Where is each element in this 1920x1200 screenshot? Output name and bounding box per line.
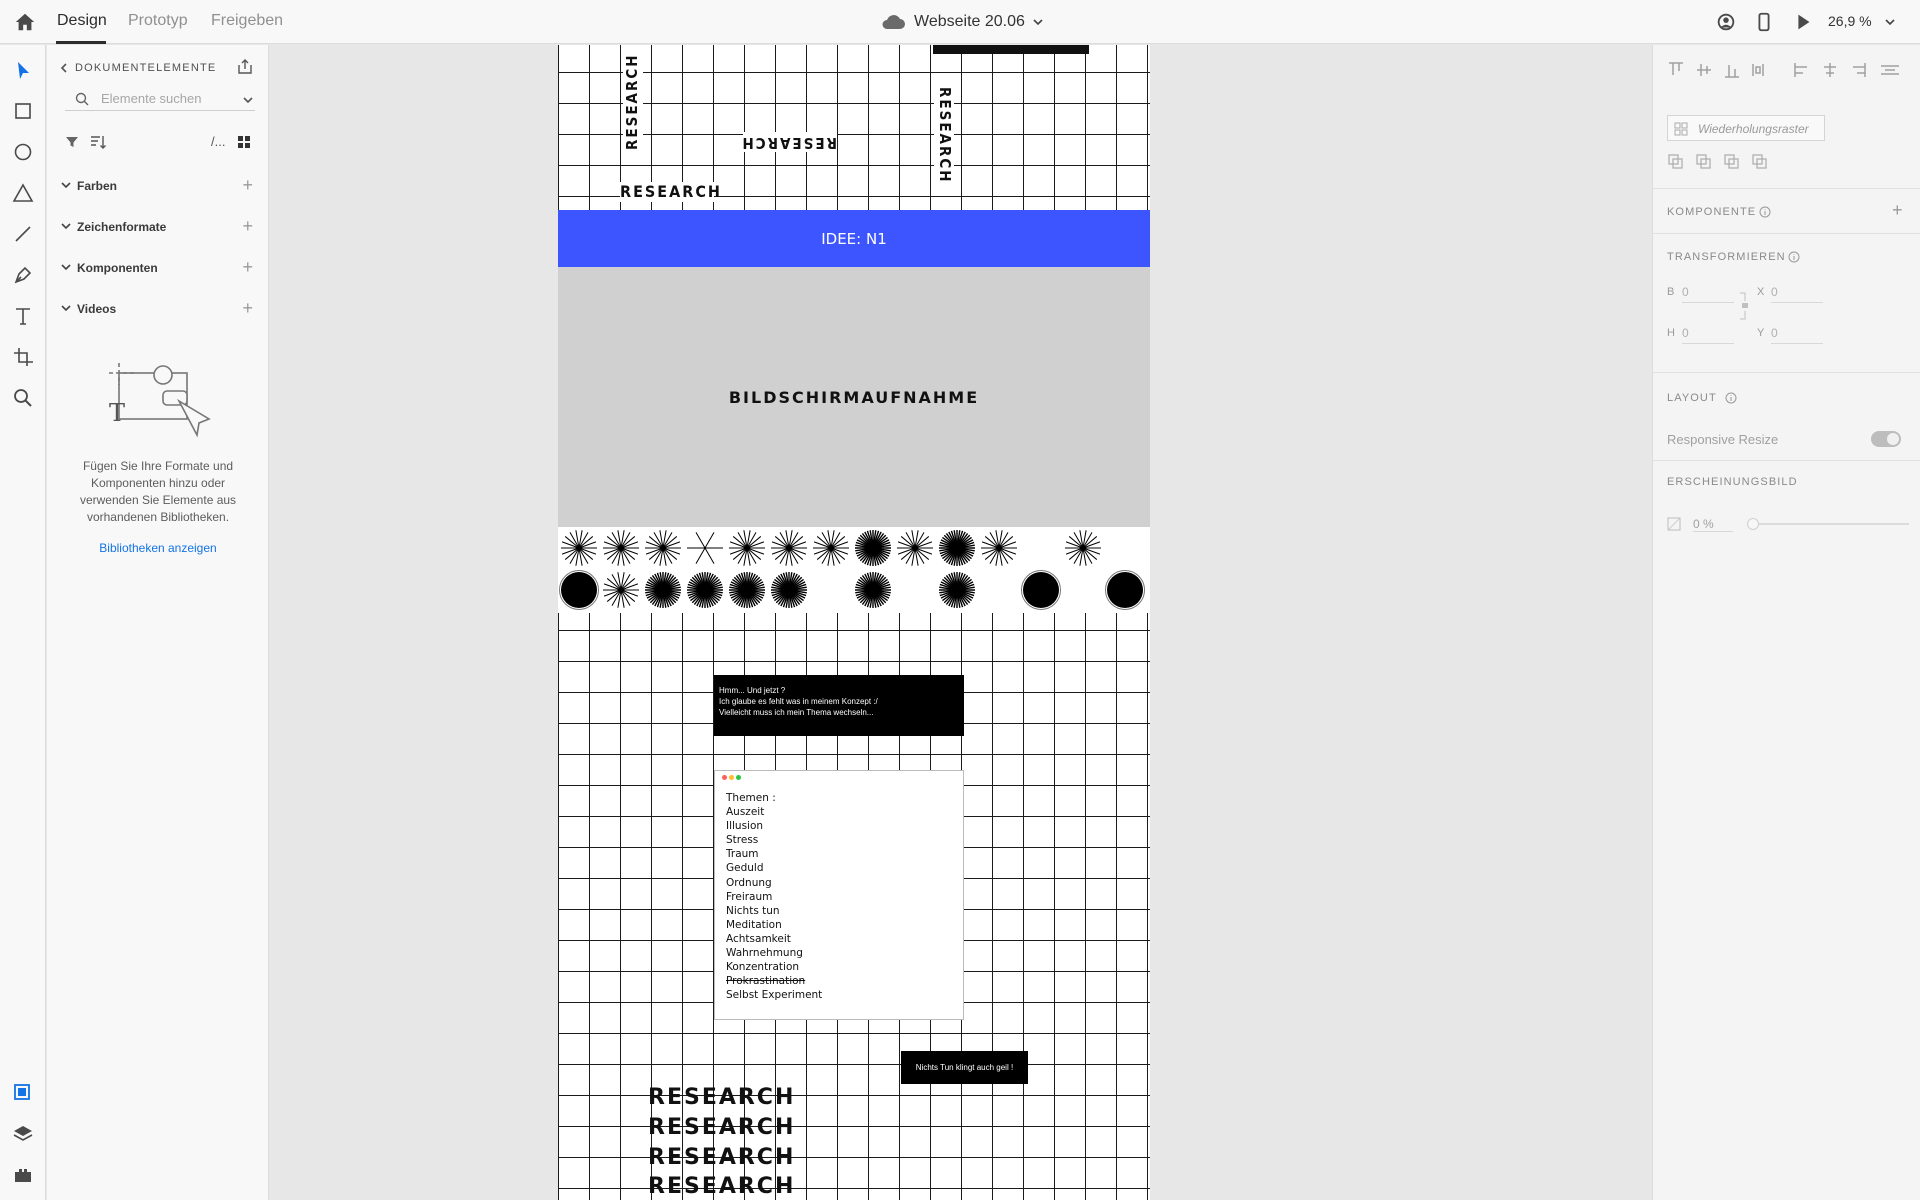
component-label: KOMPONENTE (1667, 206, 1757, 218)
empty-state-text: Fügen Sie Ihre Formate und Komponenten hinzu oder verwenden Sie Elemente aus vorhandenen Bibliotheken. (79, 459, 237, 524)
chevron-down-icon (61, 221, 71, 231)
document-title: Webseite 20.06 (914, 13, 1025, 30)
burst-mark (687, 532, 723, 563)
add-icon[interactable]: + (242, 216, 253, 236)
section-label: Komponenten (77, 261, 158, 275)
burst-mark (1065, 530, 1101, 565)
user-icon[interactable] (1715, 11, 1737, 33)
theme-item: Ordnung (726, 876, 772, 889)
window-controls (722, 775, 741, 780)
search-icon (75, 92, 89, 106)
tab-design[interactable]: Design (57, 12, 107, 29)
note-black-small (901, 1051, 1028, 1084)
theme-item: Illusion (726, 820, 764, 833)
layers-icon[interactable] (11, 1122, 35, 1146)
add-component-icon[interactable]: + (1892, 200, 1903, 220)
search-dropdown-icon[interactable] (243, 95, 253, 105)
section-videos[interactable] (61, 298, 261, 322)
research-label: RESEARCH (620, 182, 722, 201)
burst-mark (939, 530, 975, 566)
mobile-preview-icon[interactable] (1753, 11, 1775, 33)
burst-mark (1106, 571, 1145, 610)
appearance-label: ERSCHEINUNGSBILD (1667, 476, 1798, 488)
note-line: Hmm... Und jetzt ? (719, 686, 786, 695)
burst-mark (603, 530, 639, 565)
chevron-down-icon (61, 303, 71, 313)
burst-pattern-strip (558, 527, 1150, 613)
theme-item: Konzentration (726, 961, 800, 974)
burst-mark (855, 530, 891, 566)
top-bar (0, 0, 1920, 44)
height-label: H (1667, 327, 1675, 339)
responsive-resize-toggle[interactable] (1871, 431, 1901, 447)
burst-pattern (558, 527, 1150, 613)
assets-panel (47, 45, 269, 1200)
assets-illustration-icon (107, 361, 213, 441)
section-label: Videos (77, 302, 117, 316)
repeat-grid-button[interactable] (1667, 115, 1825, 141)
repeat-grid-label: Wiederholungsraster (1698, 122, 1809, 136)
transform-label: TRANSFORMIEREN (1667, 251, 1786, 263)
theme-item: Nichts tun (726, 904, 780, 917)
research-label-flipped: RESEARCH (740, 134, 837, 152)
assets-panel-icon[interactable] (11, 1081, 35, 1105)
info-icon[interactable] (1759, 206, 1771, 218)
burst-mark (645, 530, 681, 565)
home-icon[interactable] (14, 11, 36, 33)
burst-mark (771, 572, 807, 608)
theme-item: Stress (726, 834, 759, 847)
tab-prototyp[interactable]: Prototyp (128, 12, 188, 29)
divider (1653, 233, 1920, 234)
minimize-dot-icon (729, 775, 734, 780)
back-chevron-icon[interactable] (59, 63, 69, 73)
section-farben[interactable] (61, 175, 261, 199)
theme-item: Geduld (726, 862, 764, 875)
chevron-down-icon (61, 180, 71, 190)
burst-mark (560, 571, 599, 610)
filter-icon[interactable] (64, 134, 80, 150)
pen-tool-icon[interactable] (11, 263, 35, 287)
view-libraries-link[interactable]: Bibliotheken anzeigen (99, 541, 217, 555)
section-komponenten[interactable] (61, 257, 261, 281)
research-heading: RESEARCH (648, 1145, 796, 1170)
tab-freigeben[interactable]: Freigeben (211, 12, 284, 29)
tool-strip (0, 45, 46, 1200)
active-tab-indicator (56, 41, 106, 44)
note2-text: Nichts Tun klingt auch geil ! (915, 1063, 1014, 1072)
plugins-icon[interactable] (11, 1163, 35, 1187)
burst-mark (561, 530, 597, 565)
info-icon[interactable] (1788, 251, 1800, 263)
artboard-tool-icon[interactable] (11, 345, 35, 369)
y-field[interactable]: 0 (1771, 326, 1823, 344)
zoom-level[interactable]: 26,9 % (1828, 13, 1872, 29)
note-line: Ich glaube es fehlt was in meinem Konzept :/ (719, 697, 878, 706)
burst-mark (729, 530, 765, 565)
burst-mark (729, 572, 765, 608)
burst-mark (771, 530, 807, 565)
height-field[interactable]: 0 (1682, 326, 1734, 344)
document-title-menu[interactable] (880, 10, 1043, 34)
section-zeichenformate[interactable] (61, 216, 261, 240)
burst-mark (687, 572, 723, 608)
slider-handle[interactable] (1747, 518, 1759, 530)
theme-item: Traum (726, 848, 759, 861)
select-tool-icon[interactable] (11, 59, 35, 83)
layout-label: LAYOUT (1667, 392, 1717, 404)
divider (1653, 188, 1920, 189)
artboard[interactable] (558, 45, 1150, 1200)
search-placeholder: Elemente suchen (101, 91, 202, 106)
play-icon[interactable] (1792, 11, 1814, 33)
opacity-slider[interactable] (1749, 523, 1909, 525)
theme-item: Wahrnehmung (726, 947, 803, 960)
research-heading: RESEARCH (648, 1085, 796, 1110)
rectangle-tool-icon[interactable] (11, 99, 35, 123)
info-icon[interactable] (1725, 392, 1737, 404)
theme-item: Freiraum (726, 890, 773, 903)
divider (1653, 460, 1920, 461)
x-field[interactable]: 0 (1771, 285, 1823, 303)
close-dot-icon (722, 775, 727, 780)
black-bar (933, 45, 1089, 54)
share-icon[interactable] (236, 58, 254, 76)
theme-item: Selbst Experiment (726, 989, 823, 1002)
chevron-down-icon (1033, 17, 1043, 27)
svg-text:T: T (109, 399, 126, 427)
text-tool-icon[interactable] (11, 304, 35, 328)
note-line: Vielleicht muss ich mein Thema wechseln... (719, 708, 874, 717)
responsive-resize-label: Responsive Resize (1667, 432, 1779, 447)
y-label: Y (1757, 327, 1765, 339)
maximize-dot-icon (736, 775, 741, 780)
divider (1653, 372, 1920, 373)
panel-title: DOKUMENTELEMENTE (75, 62, 217, 74)
burst-mark (939, 572, 975, 608)
idea-banner-label: IDEE: N1 (821, 229, 887, 248)
burst-mark (603, 572, 639, 607)
polygon-tool-icon[interactable] (11, 181, 35, 205)
zoom-chevron-icon[interactable] (1885, 17, 1895, 27)
note-black (714, 675, 964, 736)
research-heading: RESEARCH (648, 1174, 796, 1199)
opacity-field[interactable]: 0 % (1693, 517, 1733, 532)
width-label: B (1667, 286, 1675, 298)
opacity-icon (1667, 517, 1681, 531)
toggle-knob (1887, 433, 1899, 445)
burst-mark (897, 530, 933, 565)
asset-search[interactable] (65, 87, 255, 111)
screenshot-placeholder (558, 267, 1150, 527)
width-field[interactable]: 0 (1682, 285, 1734, 303)
themes-list (726, 791, 822, 1002)
properties-panel (1652, 45, 1920, 1200)
theme-item: Achtsamkeit (726, 932, 791, 945)
themes-title: Themen : (726, 792, 776, 804)
lock-aspect-icon[interactable] (1739, 291, 1749, 321)
burst-mark (645, 572, 681, 608)
research-heading: RESEARCH (648, 1115, 796, 1140)
align-tools-icon[interactable] (1667, 61, 1907, 79)
idea-banner (558, 210, 1150, 267)
section-label: Zeichenformate (77, 220, 167, 234)
section-label: Farben (77, 179, 118, 193)
screenshot-label: BILDSCHIRMAUFNAHME (728, 387, 980, 407)
burst-mark (813, 530, 849, 565)
theme-item: Meditation (726, 918, 782, 931)
add-icon[interactable]: + (242, 257, 253, 277)
research-label-vertical: RESEARCH (623, 53, 641, 150)
chevron-down-icon (61, 262, 71, 272)
cloud-icon (880, 13, 906, 31)
ellipse-tool-icon[interactable] (11, 140, 35, 164)
add-icon[interactable]: + (242, 175, 253, 195)
sort-icon[interactable] (89, 134, 107, 150)
add-icon[interactable]: + (242, 298, 253, 318)
themes-window (714, 770, 964, 1020)
theme-item: Prokrastination (726, 975, 806, 988)
zoom-tool-icon[interactable] (11, 386, 35, 410)
filter-text[interactable]: /... (211, 134, 226, 149)
research-label-vertical-right: RESEARCH (936, 87, 954, 184)
burst-mark (855, 572, 891, 608)
theme-item: Auszeit (726, 806, 765, 819)
burst-mark (1022, 571, 1061, 610)
line-tool-icon[interactable] (11, 222, 35, 246)
x-label: X (1757, 286, 1765, 298)
grid-view-icon[interactable] (236, 134, 252, 150)
boolean-ops-icon[interactable] (1667, 153, 1777, 171)
burst-mark (981, 530, 1017, 565)
repeat-grid-icon (1674, 122, 1688, 136)
